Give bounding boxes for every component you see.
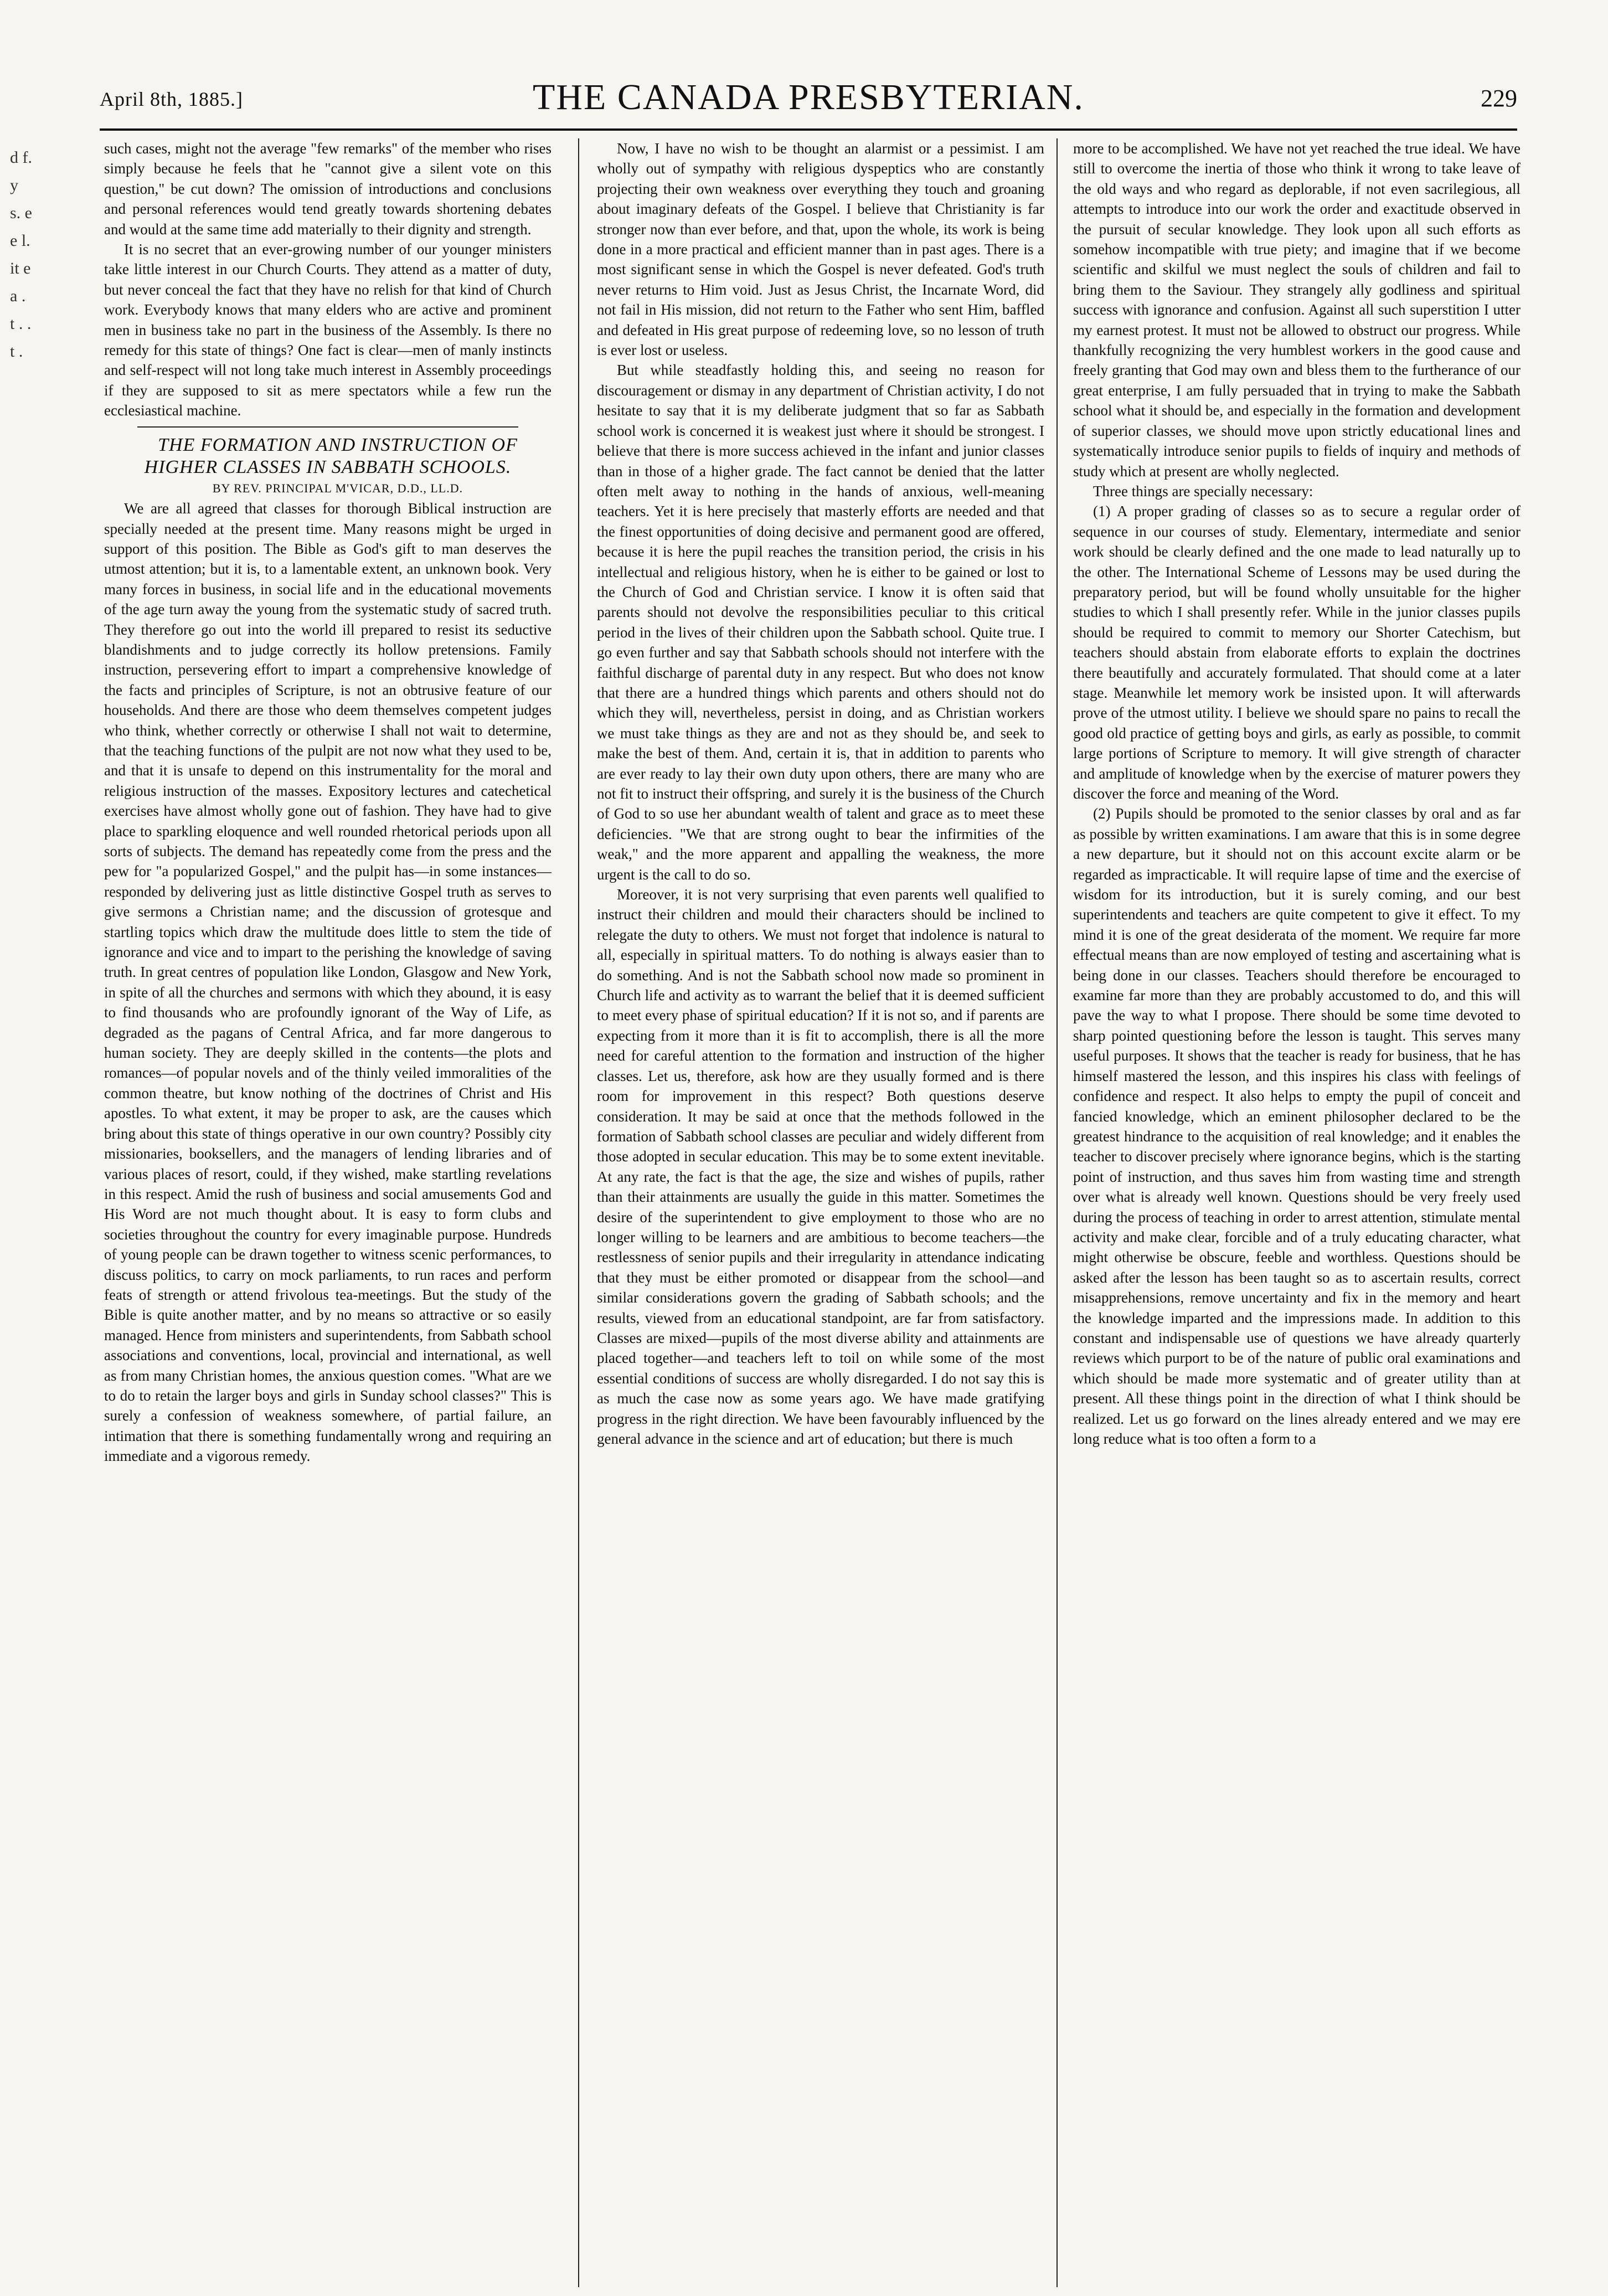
column-2 (597, 138, 1044, 2287)
col2-paragraph-3: Moreover, it is not very surprising that even parents well qualified to instruct their children and mould their characters should be inclined to relegate the duty to others. We must not forget that indolence is natural to all, especially in spiritual matters. To do nothing is always easier than to do something. And is not the Sabbath school now made so prominent in Church life and activity as to warrant the belief that it is deemed sufficient to meet every phase of spiritual education? If it is not so, and if parents are expecting from it more than it is fit to accomplish, there is all the more need for careful attention to the formation and instruction of the higher classes. Let us, therefore, ask how are they usually formed and is there room for improvement in this respect? Both questions deserve consideration. It may be said at once that the methods followed in the formation of Sabbath school classes are peculiar and widely different from those adopted in secular education. This may be to some extent inevitable. At any rate, the fact is that the age, the size and wishes of pupils, rather than their attainments are usually the guide in this matter. Sometimes the desire of the superintendent to give employment to those who are no longer willing to be learners and are ambitious to become teachers—the restlessness of senior pupils and their irregularity in attendance indicating that they must be either promoted or disappear from the school—and similar considerations govern the grading of Sabbath schools; and the results, viewed from an educational standpoint, are far from satisfactory. Classes are mixed—pupils of the most diverse ability and attainments are placed together—and teachers left to toil on while some of the most essential conditions of success are wholly disregarded. I do not say this is as much the case now as some years ago. We have made gratifying progress in the right direction. We have been favourably influenced by the general advance in the science and art of education; but there is much (597, 886, 1044, 1447)
margin-marks: d f. y s. e e l. it e a . t . . t . (10, 148, 32, 361)
article-byline: BY REV. PRINCIPAL M'VICAR, D.D., LL.D. (212, 481, 463, 495)
page-header (100, 71, 1517, 132)
col3-paragraph-4: (2) Pupils should be promoted to the senior classes by oral and as far as possible by written examinations. I am aware that this is in some degree a new departure, but it should not on this account excite alarm or be regarded as impracticable. It will require lapse of time and the exercise of wisdom for its introduction, but it is surely coming, and our best superintendents and teachers are quite competent to give it effect. To my mind it is one of the great desiderata of the moment. We require far more effectual means than are now employed of testing and ascertaining what is being done in our classes. Teachers should therefore be encouraged to examine far more than they are probably accustomed to do, and this will pave the way to what I propose. There should be some time devoted to sharp pointed questioning before the lesson is taught. This serves many useful purposes. It shows that the teacher is ready for business, that he has himself mastered the lesson, and this inspires his class with feelings of confidence and respect. It also helps to empty the pupil of conceit and fancied knowledge, which an eminent philosopher declared to be the greatest hindrance to the acquisition of real knowledge; and it enables the teacher to discover precisely where ignorance begins, which is the starting point of instruction, and thus saves him from wasting time and strength over what is already well known. Questions should be very freely used during the process of teaching in order to arrest attention, stimulate mental activity and make clear, forcible and of a truly educating character, what might otherwise be obscure, feeble and worthless. Questions should be asked after the lesson has been taught so as to ascertain results, correct misapprehensions, remove uncertainty and fix in the memory and heart the knowledge imparted and the impressions made. In addition to this constant and indispensable use of questions we have already quarterly reviews which purport to be of the nature of public oral examinations and which should be made more systematic and of greater utility than at present. All these things point in the direction of what I think should be realized. Let us go forward on the lines already entered and we may ere long reduce what is too often a form to a (1073, 805, 1521, 1447)
col1-paragraph-2: It is no secret that an ever-growing number of our younger ministers take little interest in our Church Courts. They attend as a matter of duty, but never conceal the fact that they have no relish for that kind of Church work. Everybody knows that many elders who are active and prominent men in business take no part in the business of the Assembly. Is there no remedy for this state of things? One fact is clear—men of manly instincts and self-respect will not long take much interest in Assembly proceedings if they are supposed to sit as mere spectators while a few run the ecclesiastical machine. (104, 241, 552, 419)
col2-paragraph-2: But while steadfastly holding this, and seeing no reason for discouragement or dismay in any department of Christian activity, I do not hesitate to say that it is my deliberate judgment that so far as Sabbath school work is concerned it is weakest just where it should be strongest. I believe that there is more success achieved in the infant and junior classes than in those of a higher grade. The fact cannot be denied that the latter often melt away to nothing in the hands of anxious, well-meaning teachers. Yet it is here precisely that masterly efforts are needed and that the finest opportunities of doing decisive and permanent good are offered, because it is here the pupil reaches the transition period, the crisis in his intellectual and religious history, when he is either to be gained or lost to the Church of God and Christian service. I know it is often said that parents should not devolve the responsibilities peculiar to this critical period in the lives of their children upon the Sabbath school. Quite true. I go even further and say that Sabbath schools should not interfere with the faithful discharge of parental duty in any respect. But who does not know that there are a hundred things which parents and others should not do which they will, nevertheless, persist in doing, and as Christian workers we must take things as they are and not as they should be, and seek to make the best of them. And, certain it is, that in addition to parents who are ever ready to lay their own duty upon others, there are many who are not fit to instruct their offspring, and surely it is the business of the Church of God to so use her abundant wealth of talent and grace as to meet these deficiencies. "We that are strong ought to bear the infirmities of the weak," and the more apparent and appalling the weakness, the more urgent is the call to do so. (597, 362, 1044, 883)
article-title: THE FORMATION AND INSTRUCTION OF HIGHER CLASSES IN SABBATH SCHOOLS. (144, 434, 518, 477)
col3-paragraph-3: (1) A proper grading of classes so as to secure a regular order of sequence in our courses of study. Elementary, intermediate and senior work should be clearly defined and the one made to lead naturally up to the other. The International Scheme of Lessons may be used during the preparatory period, but will be found wholly unsuitable for the higher studies to which I shall presently refer. While in the junior classes pupils should be required to commit to memory our Shorter Catechism, but teachers should abstain from elaborate efforts to explain the doctrines there beautifully and accurately formulated. That should come at a later stage. Meanwhile let memory work be insisted upon. It will afterwards prove of the utmost utility. I believe we should spare no pains to recall the good old practice of getting boys and girls, as early as possible, to commit large portions of Scripture to memory. It will give strength of character and amplitude of knowledge when by the exercise of maturer powers they discover the force and meaning of the Word. (1073, 503, 1521, 802)
article-divider (137, 426, 518, 428)
col3-paragraph-2: Three things are specially necessary: (1093, 482, 1313, 500)
masthead-title: THE CANADA PRESBYTERIAN. (533, 77, 1084, 117)
column-1 (104, 138, 552, 2287)
col1-paragraph-3: We are all agreed that classes for thorough Biblical instruction are specially needed at the present time. Many reasons might be urged in support of this position. The Bible as God's gift to man deserves the utmost attention; but it is, to a lamentable extent, an unknown book. Very many forces in business, in social life and in the educational movements of the age turn away the young from the systematic study of sacred truth. They therefore go out into the world ill prepared to resist its seductive blandishments and to judge correctly its hollow pretensions. Family instruction, persevering effort to impart a comprehensive knowledge of the facts and principles of Scripture, is not an obtrusive feature of our households. And there are those who deem themselves competent judges who think, whether correctly or otherwise I shall not wait to determine, that the teaching functions of the pulpit are not now what they used to be, and that it is unsafe to depend on this instrumentality for the moral and religious instruction of the masses. Expository lectures and catechetical exercises have almost wholly gone out of fashion. They have had to give place to sparkling eloquence and well rounded rhetorical periods upon all sorts of subjects. The demand has repeatedly come from the press and the pew for "a popularized Gospel," and the pulpit has—in some instances—responded by delivering just as little distinctive Gospel truth as serves to give sermons a Christian name; and the discussion of grotesque and startling topics which draw the multitude does little to stem the tide of ignorance and vice and to impart to the perishing the knowledge of saving truth. In great centres of population like London, Glasgow and New York, in spite of all the churches and sermons with which they abound, it is easy to find thousands who are profoundly ignorant of the Way of Life, as degraded as the pagans of Central Africa, and far more dangerous to human society. They are deeply skilled in the contents—the plots and romances—of popular novels and of the thinly veiled immoralities of the common theatre, but know nothing of the doctrines of Christ and His apostles. To what extent, it may be proper to ask, are the causes which bring about this state of things operative in our own country? Possibly city missionaries, booksellers, and the managers of lending libraries and of various places of resort, could, if they wished, make startling revelations in this respect. Amid the rush of business and social amusements God and His Word are not much thought about. It is easy to form clubs and societies throughout the country for every imaginable purpose. Hundreds of young people can be drawn together to witness scenic performances, to discuss politics, to carry on mock parliaments, to run races and perform feats of strength or attend frivolous tea-meetings. But the study of the Bible is quite another matter, and by no means so attractive or so easily managed. Hence from ministers and superintendents, from Sabbath school associations and conventions, local, provincial and international, as well as from many Christian homes, the anxious question comes. "What are we to do to retain the larger boys and girls in Sunday school classes?" This is surely a confession of weakness somewhere, of partial failure, an intimation that there is something fundamentally wrong and requiring an immediate and a vigorous remedy. (104, 500, 552, 1465)
column-3 (1073, 138, 1521, 2287)
col1-paragraph-1: such cases, might not the average "few remarks" of the member who rises simply because he feels that he "cannot give a silent vote on this question," be cut down? The omission of introductions and conclusions and personal references would tend greatly towards shortening debates and would at the same time add materially to their dignity and strength. (104, 140, 552, 238)
column-rule-1 (578, 138, 579, 2287)
col2-paragraph-1: Now, I have no wish to be thought an alarmist or a pessimist. I am wholly out of sympathy with religious dyspeptics who are constantly projecting their own weakness over everything they touch and groaning about imaginary defeats of the Gospel. I believe that Christianity is far stronger now than ever before, and that, upon the whole, its work is being done in a more practical and efficient manner than in past ages. There is a most significant sense in which the Gospel is never defeated. God's truth never returns to Him void. Just as Jesus Christ, the Incarnate Word, did not fail in His mission, did not return to the Father who sent Him, baffled and defeated in His great purpose of redeeming love, so no lesson of truth is ever lost or useless. (597, 140, 1044, 359)
header-rule (100, 128, 1517, 131)
column-rule-2 (1056, 138, 1058, 2287)
col3-paragraph-1: more to be accomplished. We have not yet reached the true ideal. We have still to overcome the inertia of those who think it wrong to take leave of the old ways and who regard as deplorable, if not even sacrilegious, all attempts to introduce into our work the order and exactitude observed in the pursuit of secular knowledge. They look upon all such efforts as somehow incompatible with true piety; and imagine that if we become scientific and skilful we must neglect the souls of children and fail to bring them to the Saviour. They strangely ally godliness and spiritual success with ignorance and confusion. Against all such superstition I utter my earnest protest. It must not be allowed to obstruct our progress. While thankfully recognizing the very humblest workers in the good cause and freely granting that God may own and bless them to the furtherance of our great enterprise, I am fully persuaded that in trying to make the Sabbath school what it should be, and especially in the formation and development of superior classes, we should move upon strictly educational lines and systematically introduce senior pupils to fields of inquiry and methods of study which at present are wholly neglected. (1073, 140, 1521, 480)
issue-date: April 8th, 1885.] (100, 88, 243, 110)
page-number: 229 (1481, 85, 1517, 112)
